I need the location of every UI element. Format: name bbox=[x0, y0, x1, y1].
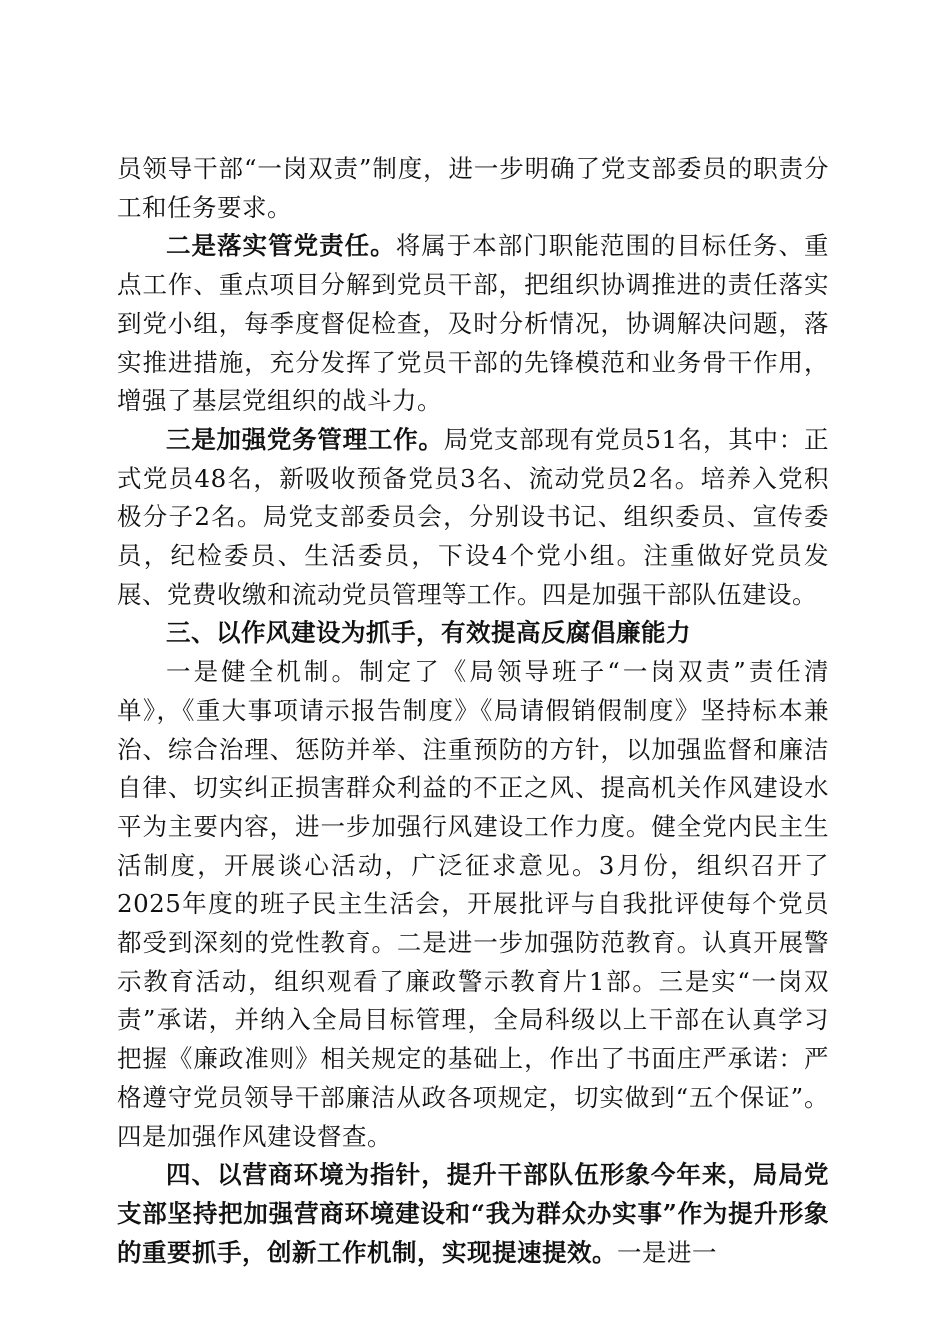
paragraph-5 bbox=[117, 653, 829, 1156]
paragraph-text: 一是健全机制。制定了《局领导班子“一岗双责”责任清单》，《重大事项请示报告制度》《局请假销假制度》坚持标本兼治、综合治理、惩防并举、注重预防的方针，以加强监督和廉洁自律、切实纠正损害群众利益的不正之风、提高机关作风建设水平为主要内容，进一步加强行风建设工作力度。健全党内民主生活制度，开展谈心活动，广泛征求意见。3月份，组织召开了2025年度的班子民主生活会，开展批评与自我批评使每个党员都受到深刻的党性教育。二是进一步加强防范教育。认真开展警示教育活动，组织观看了廉政警示教育片1部。三是实“一岗双责”承诺，并纳入全局目标管理，全局科级以上干部在认真学习把握《廉政准则》相关规定的基础上，作出了书面庄严承诺：严格遵守党员领导干部廉洁从政各项规定，切实做到“五个保证”。四是加强作风建设督查。 bbox=[117, 657, 829, 1151]
paragraph-lead: 四、以营商环境为指针，提升干部队伍形象今年来，局局党支部坚持把加强营商环境建设和“我为群众办实事”作为提升形象的重要抓手，创新工作机制，实现提速提效。 bbox=[117, 1160, 829, 1267]
paragraph-2 bbox=[117, 227, 829, 421]
section-heading bbox=[117, 614, 829, 653]
paragraph-text: 局党支部现有党员51名，其中：正式党员48名，新吸收预备党员3名、流动党员2名。培养入党积极分子2名。局党支部委员会，分别设书记、组织委员、宣传委员，纪检委员、生活委员，下设4个党小组。注重做好党员发展、党费收缴和流动党员管理等工作。四是加强干部队伍建设。 bbox=[117, 424, 829, 609]
paragraph-lead: 二是落实管党责任。 bbox=[166, 231, 396, 261]
paragraph-text: 一是进一 bbox=[617, 1237, 717, 1267]
document-body bbox=[117, 150, 829, 1272]
paragraph-text: 员领导干部“一岗双责”制度，进一步明确了党支部委员的职责分工和任务要求。 bbox=[117, 154, 829, 222]
paragraph-lead: 三是加强党务管理工作。 bbox=[166, 424, 444, 454]
paragraph-text: 将属于本部门职能范围的目标任务、重点工作、重点项目分解到党员干部，把组织协调推进的责任落实到党小组，每季度督促检查，及时分析情况，协调解决问题，落实推进措施，充分发挥了党员干部的先锋模范和业务骨干作用，增强了基层党组织的战斗力。 bbox=[117, 231, 830, 416]
paragraph-1 bbox=[117, 150, 829, 227]
section-heading-text: 三、以作风建设为抓手，有效提高反腐倡廉能力 bbox=[166, 618, 691, 648]
paragraph-3 bbox=[117, 421, 829, 615]
paragraph-6 bbox=[117, 1156, 829, 1272]
